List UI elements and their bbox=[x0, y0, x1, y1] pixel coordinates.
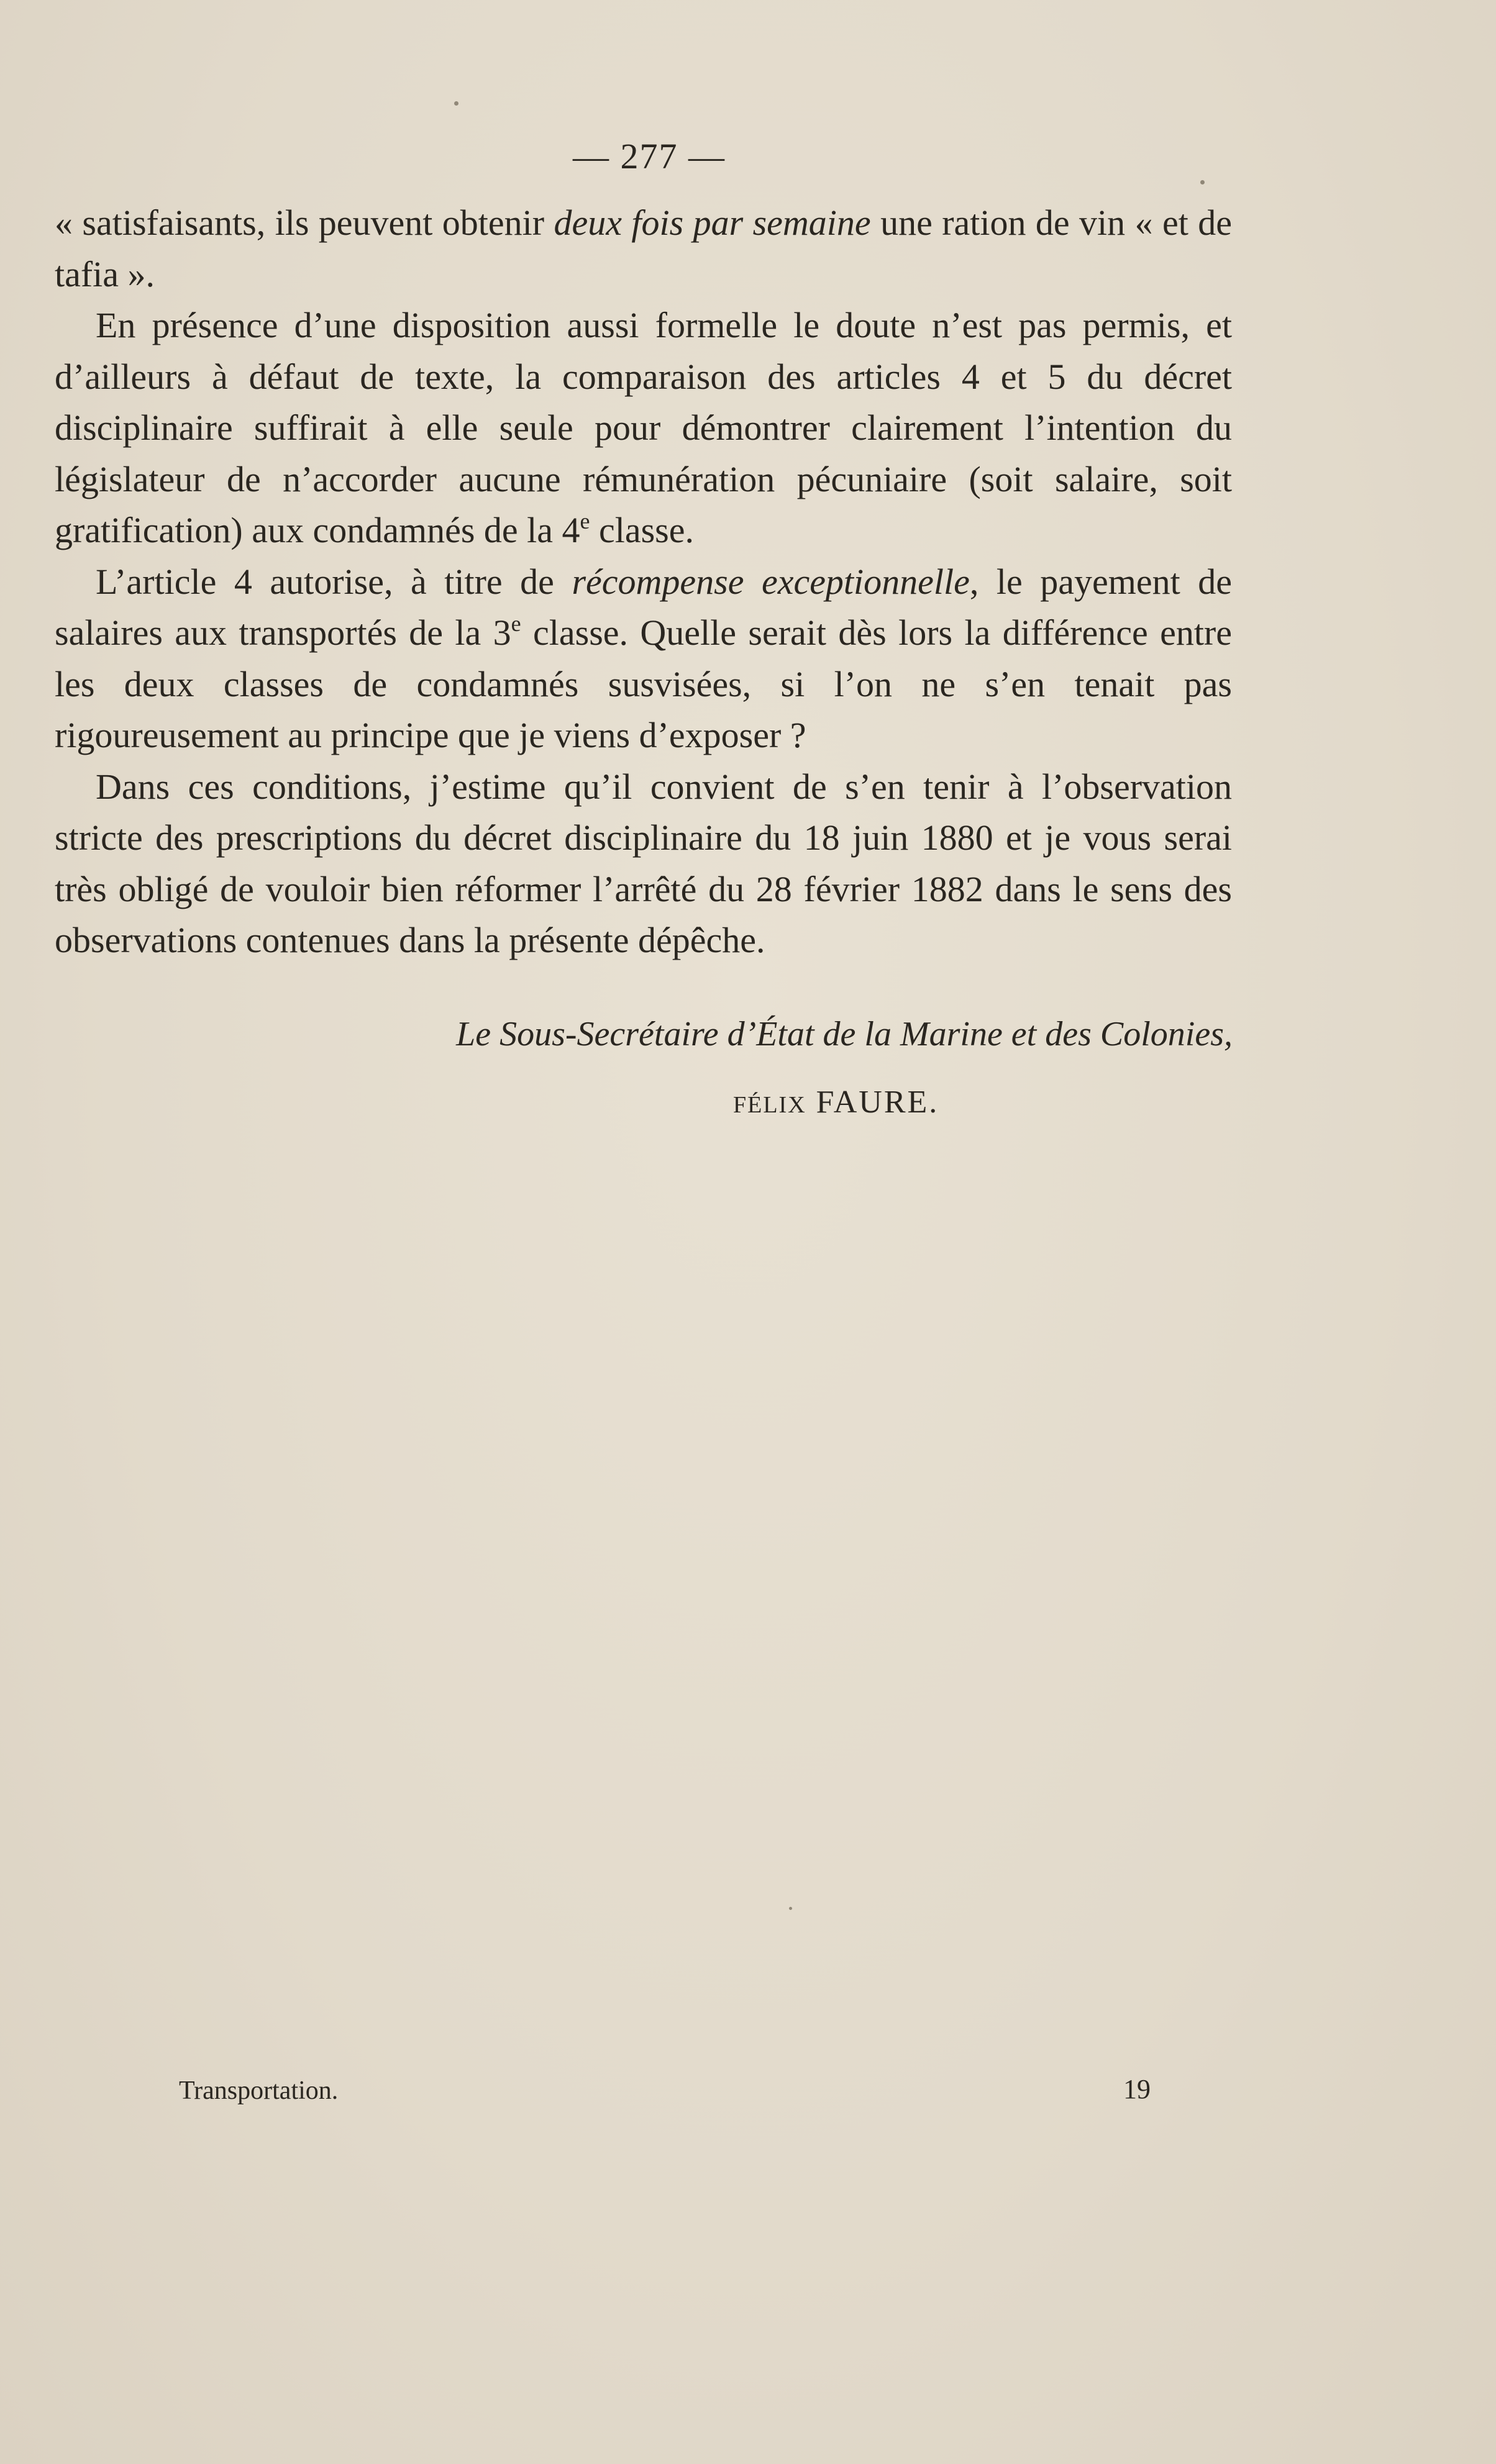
text-run: En présence d’une disposition aussi formelle le doute n’est pas permis, et d’ailleurs à défaut de texte, la comparaison des articles 4 et 5 du décret disciplinaire suffirait à elle seule pour démontrer clairement l’intention du législateur de n’accorder aucune rémunération pécuniaire (soit salaire, soit gratification) aux condamnés de la 4 bbox=[55, 305, 1232, 550]
footer-signature-mark: 19 bbox=[1123, 2074, 1151, 2104]
text-run: , le payement de salaires aux transportés de la 3 bbox=[55, 561, 1233, 653]
signature-first-name: FÉLIX bbox=[733, 1092, 806, 1118]
italic-text: deux fois par semaine bbox=[554, 202, 871, 243]
signature-last-name: FAURE. bbox=[816, 1084, 939, 1120]
italic-text: récompense exceptionnelle bbox=[572, 561, 970, 602]
superscript-text: e bbox=[580, 509, 590, 534]
body-text bbox=[55, 198, 1232, 966]
paragraph-2 bbox=[55, 300, 1232, 557]
paper-speck bbox=[454, 101, 458, 106]
signature-name bbox=[733, 1084, 939, 1121]
paper-speck bbox=[1200, 180, 1205, 184]
paragraph-1 bbox=[55, 198, 1232, 300]
page-number: — 277 — bbox=[573, 136, 726, 176]
paragraph-3 bbox=[55, 557, 1232, 761]
signature-title: Le Sous-Secrétaire d’État de la Marine et des Colonies, bbox=[456, 1015, 1233, 1053]
text-run: une ration de vin « et de tafia ». bbox=[55, 202, 1232, 294]
text-run: classe. Quelle serait dès lors la différence entre les deux classes de condamnés susvisées, si l’on ne s’en tenait pas rigoureusement au principe que je viens d’exposer ? bbox=[55, 612, 1232, 755]
text-run: L’article 4 autorise, à titre de bbox=[96, 561, 572, 602]
superscript-text: e bbox=[511, 611, 521, 636]
text-run: classe. bbox=[590, 510, 694, 550]
text-run: Dans ces conditions, j’estime qu’il convient de s’en tenir à l’observation stricte des prescriptions du décret disciplinaire du 18 juin 1880 et je vous serai très obligé de vouloir bien réformer l’arrêté du 28 février 1882 dans le sens des observations contenues dans la présente dépêche. bbox=[55, 766, 1232, 960]
paper-speck bbox=[789, 1907, 792, 1910]
footer-section-title: Transportation. bbox=[179, 2076, 339, 2105]
paragraph-4 bbox=[55, 761, 1232, 966]
text-run: « satisfaisants, ils peuvent obtenir bbox=[55, 202, 554, 243]
